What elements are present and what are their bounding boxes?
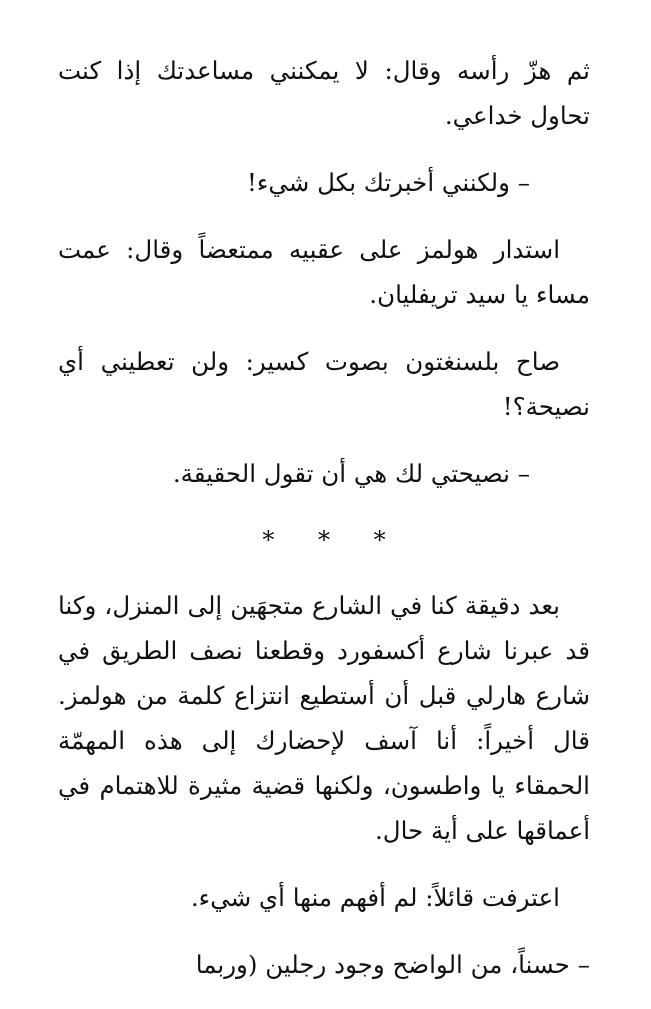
paragraph-4: صاح بلسنغتون بصوت كسير: ولن تعطيني أي نصيحة؟! — [58, 347, 590, 421]
paragraph-3: استدار هولمز على عقبيه ممتعضاً وقال: عمت مساء يا سيد تريفليان. — [58, 235, 590, 309]
paragraph-2: – ولكنني أخبرتك بكل شيء! — [247, 168, 530, 197]
paragraph-5: – نصيحتي لك هي أن تقول الحقيقة. — [172, 459, 530, 488]
separator-star: * — [373, 526, 396, 554]
paragraph-7: اعترفت قائلاً: لم أفهم منها أي شيء. — [190, 883, 560, 912]
book-page — [58, 48, 590, 1009]
paragraph-1: ثم هزّ رأسه وقال: لا يمكنني مساعدتك إذا كنت تحاول خداعي. — [58, 56, 590, 130]
separator-star: * — [262, 526, 285, 554]
paragraph-8: – حسناً، من الواضح وجود رجلين (وربما — [195, 950, 590, 979]
section-separator — [58, 518, 590, 563]
separator-star: * — [318, 526, 340, 554]
paragraph-6: بعد دقيقة كنا في الشارع متجهَين إلى المنزل، وكنا قد عبرنا شارع أكسفورد وقطعنا نصف الطريق في شارع هارلي قبل أن أستطيع انتزاع كلمة من هولمز. قال أخيراً: أنا آسف لإحضارك إلى هذه المهمّة الحمقاء يا واطسون، ولكنها قضية مثيرة للاهتمام في أعماقها على أية حال. — [58, 591, 590, 845]
